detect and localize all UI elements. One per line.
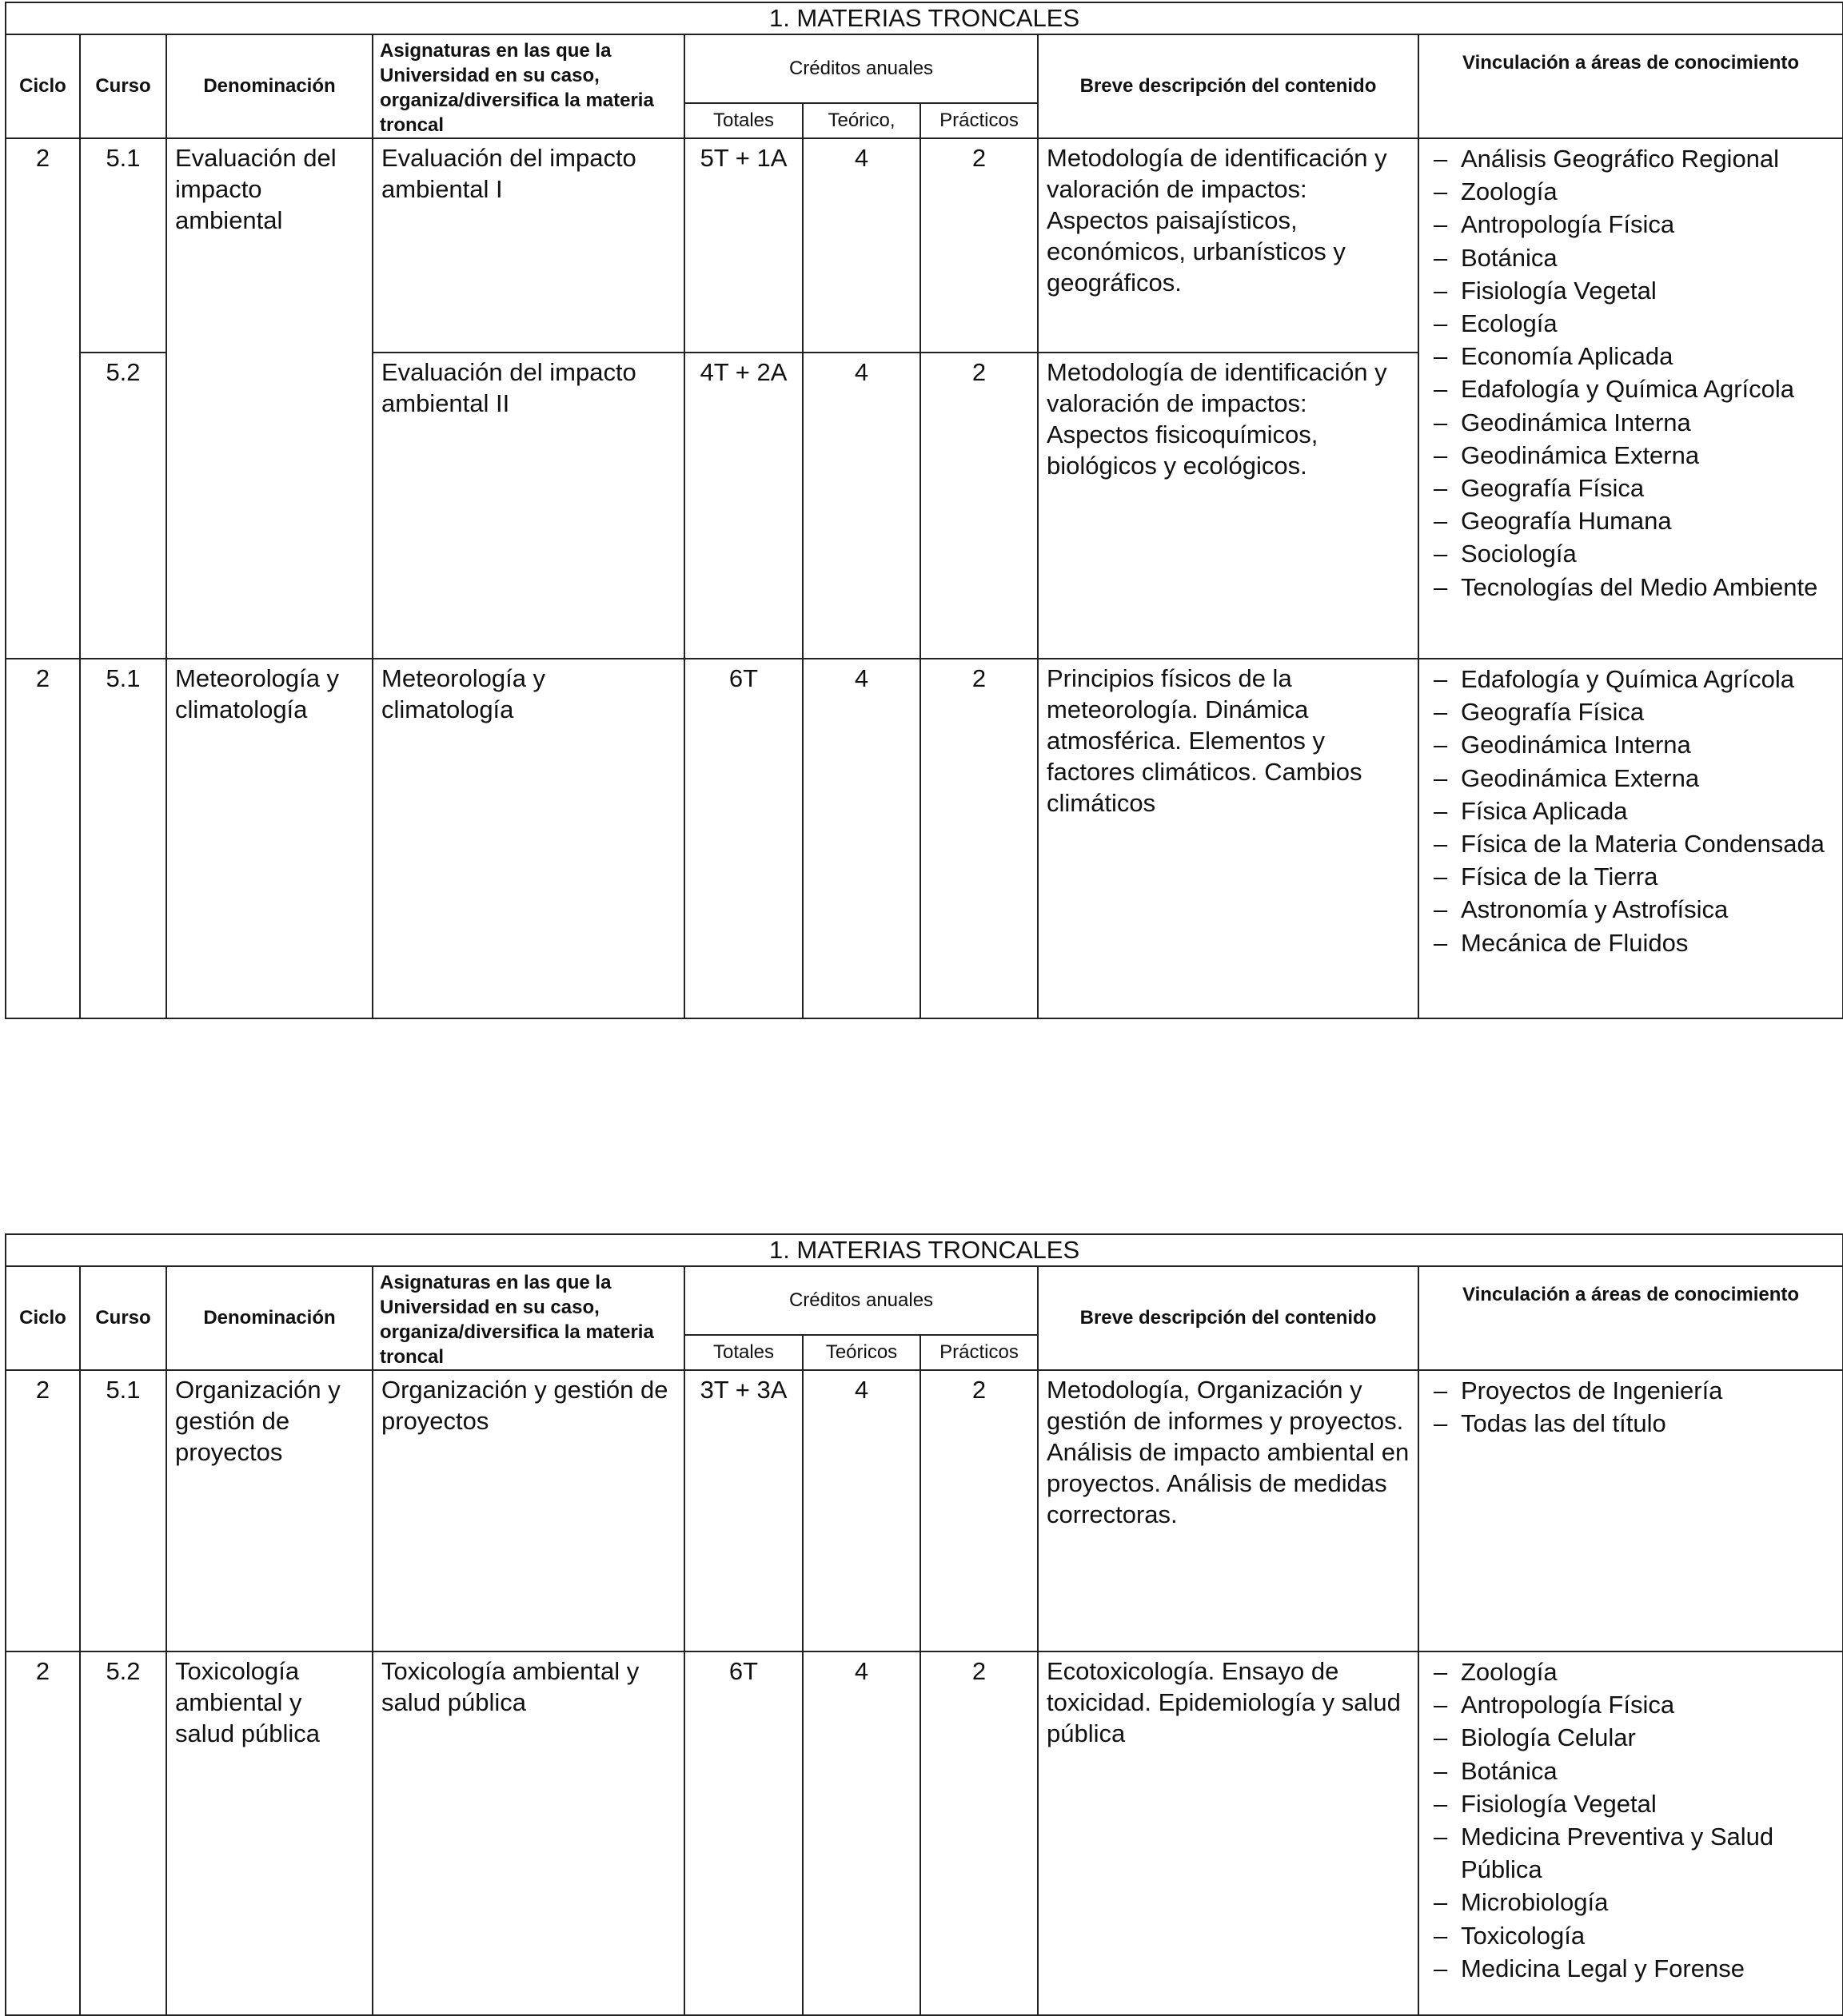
list-item: – Microbiología <box>1424 1886 1837 1918</box>
list-item: – Física Aplicada <box>1424 795 1837 827</box>
cell-teoricos: 4 <box>803 659 920 1018</box>
cell-curso: 5.1 <box>80 138 166 353</box>
troncales-table-2 <box>5 1233 1842 2016</box>
cell-curso: 5.1 <box>80 659 166 1018</box>
cell-asignatura: Toxicología ambiental y salud pública <box>373 1651 684 2015</box>
col-header-creditos: Créditos anuales <box>684 1266 1038 1335</box>
list-item: – Mecánica de Fluidos <box>1424 926 1837 959</box>
cell-vinculacion <box>1418 138 1843 659</box>
list-item: – Edafología y Química Agrícola <box>1424 663 1837 695</box>
cell-asignatura: Evaluación del impacto ambiental I <box>373 138 684 353</box>
cell-asignatura: Evaluación del impacto ambiental II <box>373 353 684 659</box>
list-item: – Proyectos de Ingeniería <box>1424 1374 1837 1407</box>
list-item: – Biología Celular <box>1424 1721 1837 1754</box>
cell-descripcion: Metodología de identificación y valoración de impactos: Aspectos fisicoquímicos, biológicos y ecológicos. <box>1038 353 1418 659</box>
cell-teoricos: 4 <box>803 1651 920 2015</box>
col-header-asignaturas: Asignaturas en las que la Universidad en su caso, organiza/diversifica la materia troncal <box>373 1266 684 1370</box>
cell-descripcion: Metodología, Organización y gestión de informes y proyectos. Análisis de impacto ambiental en proyectos. Análisis de medidas correctoras. <box>1038 1370 1418 1651</box>
cell-totales: 4T + 2A <box>684 353 803 659</box>
list-item: – Botánica <box>1424 241 1837 274</box>
cell-asignatura: Meteorología y climatología <box>373 659 684 1018</box>
cell-totales: 5T + 1A <box>684 138 803 353</box>
cell-practicos: 2 <box>920 1651 1038 2015</box>
list-item: – Geodinámica Interna <box>1424 406 1837 439</box>
list-item: – Antropología Física <box>1424 1688 1837 1721</box>
list-item: – Medicina Preventiva y Salud Pública <box>1424 1820 1837 1886</box>
list-item: – Física de la Tierra <box>1424 860 1837 893</box>
list-item: – Botánica <box>1424 1755 1837 1787</box>
table-title: 1. MATERIAS TRONCALES <box>6 2 1843 34</box>
cell-asignatura: Organización y gestión de proyectos <box>373 1370 684 1651</box>
col-header-totales: Totales <box>684 103 803 138</box>
col-header-denominacion: Denominación <box>166 1266 373 1370</box>
cell-descripcion: Principios físicos de la meteorología. Dinámica atmosférica. Elementos y factores climáticos. Cambios climáticos <box>1038 659 1418 1018</box>
list-item: – Todas las del título <box>1424 1407 1837 1440</box>
list-item: – Ecología <box>1424 307 1837 340</box>
cell-totales: 3T + 3A <box>684 1370 803 1651</box>
col-header-teoricos: Teóricos <box>803 1335 920 1370</box>
table-row <box>6 1651 1843 2015</box>
cell-descripcion: Ecotoxicología. Ensayo de toxicidad. Epidemiología y salud pública <box>1038 1651 1418 2015</box>
list-item: – Sociología <box>1424 537 1837 570</box>
list-item: – Geodinámica Interna <box>1424 728 1837 761</box>
list-item: – Zoología <box>1424 175 1837 208</box>
cell-ciclo: 2 <box>6 659 80 1018</box>
table-row <box>6 659 1843 1018</box>
cell-teoricos: 4 <box>803 1370 920 1651</box>
col-header-denominacion: Denominación <box>166 34 373 138</box>
cell-totales: 6T <box>684 659 803 1018</box>
troncales-table-1 <box>5 2 1842 1019</box>
col-header-curso: Curso <box>80 1266 166 1370</box>
list-item: – Economía Aplicada <box>1424 340 1837 373</box>
cell-curso: 5.2 <box>80 353 166 659</box>
col-header-teoricos: Teórico, <box>803 103 920 138</box>
list-item: – Geografía Humana <box>1424 504 1837 537</box>
col-header-ciclo: Ciclo <box>6 34 80 138</box>
col-header-descripcion: Breve descripción del contenido <box>1038 1266 1418 1370</box>
cell-descripcion: Metodología de identificación y valoración de impactos: Aspectos paisajísticos, económicos, urbanísticos y geográficos. <box>1038 138 1418 353</box>
list-item: – Física de la Materia Condensada <box>1424 827 1837 860</box>
col-header-descripcion: Breve descripción del contenido <box>1038 34 1418 138</box>
table-row <box>6 1370 1843 1651</box>
cell-vinculacion <box>1418 659 1843 1018</box>
materias-table <box>5 2 1843 1019</box>
areas-list <box>1424 142 1837 604</box>
cell-vinculacion <box>1418 1651 1843 2015</box>
cell-curso: 5.2 <box>80 1651 166 2015</box>
cell-ciclo: 2 <box>6 138 80 659</box>
list-item: – Antropología Física <box>1424 208 1837 241</box>
col-header-vinculacion: Vinculación a áreas de conocimiento <box>1418 1266 1843 1370</box>
list-item: – Geodinámica Externa <box>1424 439 1837 472</box>
cell-teoricos: 4 <box>803 138 920 353</box>
cell-ciclo: 2 <box>6 1370 80 1651</box>
list-item: – Fisiología Vegetal <box>1424 1787 1837 1820</box>
cell-curso: 5.1 <box>80 1370 166 1651</box>
col-header-ciclo: Ciclo <box>6 1266 80 1370</box>
list-item: – Zoología <box>1424 1655 1837 1688</box>
list-item: – Geografía Física <box>1424 472 1837 504</box>
col-header-curso: Curso <box>80 34 166 138</box>
col-header-practicos: Prácticos <box>920 1335 1038 1370</box>
cell-ciclo: 2 <box>6 1651 80 2015</box>
col-header-practicos: Prácticos <box>920 103 1038 138</box>
areas-list <box>1424 1374 1837 1440</box>
col-header-vinculacion: Vinculación a áreas de conocimiento <box>1418 34 1843 138</box>
list-item: – Análisis Geográfico Regional <box>1424 142 1837 175</box>
list-item: – Toxicología <box>1424 1919 1837 1952</box>
col-header-asignaturas: Asignaturas en las que la Universidad en su caso, organiza/diversifica la materia troncal <box>373 34 684 138</box>
table-row <box>6 138 1843 353</box>
list-item: – Tecnologías del Medio Ambiente <box>1424 571 1837 604</box>
cell-practicos: 2 <box>920 353 1038 659</box>
col-header-creditos: Créditos anuales <box>684 34 1038 103</box>
cell-denominacion: Toxicología ambiental y salud pública <box>166 1651 373 2015</box>
areas-list <box>1424 663 1837 959</box>
cell-practicos: 2 <box>920 1370 1038 1651</box>
list-item: – Fisiología Vegetal <box>1424 274 1837 307</box>
list-item: – Medicina Legal y Forense <box>1424 1952 1837 1985</box>
materias-table <box>5 1233 1843 2016</box>
cell-practicos: 2 <box>920 138 1038 353</box>
cell-teoricos: 4 <box>803 353 920 659</box>
list-item: – Astronomía y Astrofísica <box>1424 893 1837 926</box>
cell-practicos: 2 <box>920 659 1038 1018</box>
cell-denominacion: Meteorología y climatología <box>166 659 373 1018</box>
list-item: – Edafología y Química Agrícola <box>1424 373 1837 405</box>
cell-vinculacion <box>1418 1370 1843 1651</box>
cell-denominacion: Evaluación del impacto ambiental <box>166 138 373 659</box>
cell-totales: 6T <box>684 1651 803 2015</box>
list-item: – Geodinámica Externa <box>1424 762 1837 795</box>
areas-list <box>1424 1655 1837 1985</box>
list-item: – Geografía Física <box>1424 695 1837 728</box>
col-header-totales: Totales <box>684 1335 803 1370</box>
cell-denominacion: Organización y gestión de proyectos <box>166 1370 373 1651</box>
table-title: 1. MATERIAS TRONCALES <box>6 1234 1843 1266</box>
